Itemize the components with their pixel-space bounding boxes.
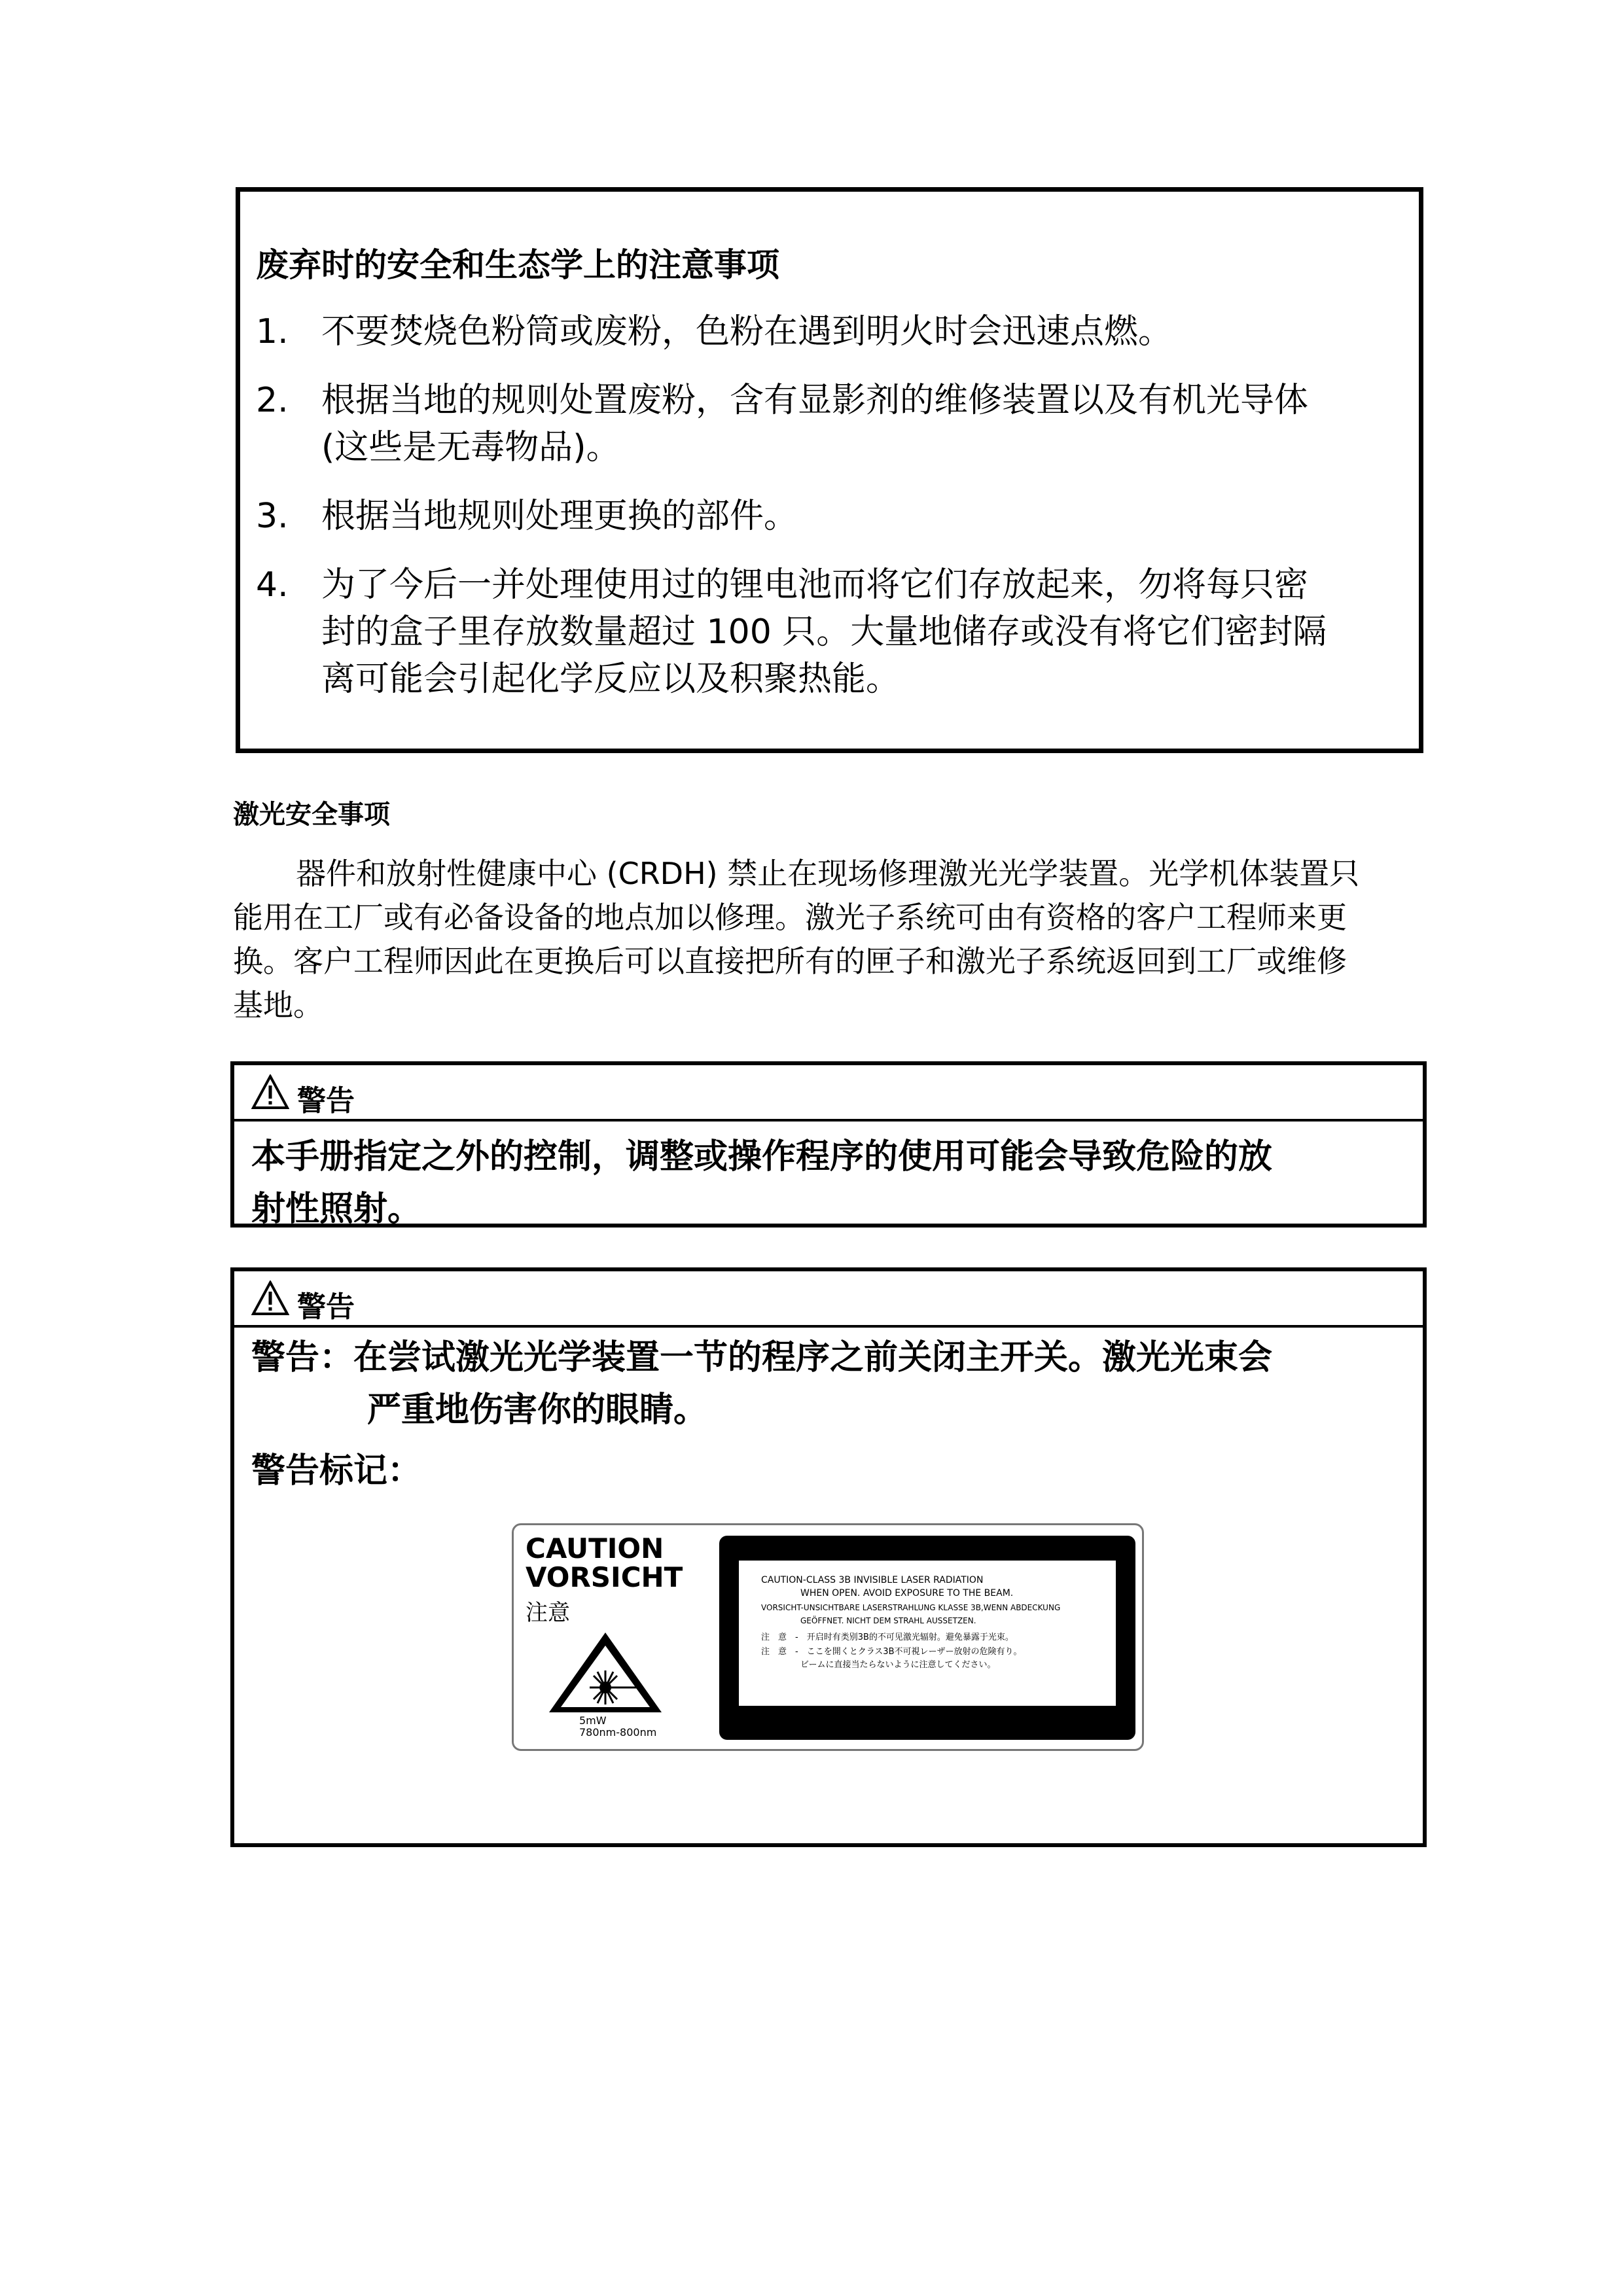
warning-triangle-icon xyxy=(251,1074,289,1110)
paragraph-line: 基地。 xyxy=(233,987,323,1023)
item-line: 根据当地的规则处置废粉，含有显影剂的维修装置以及有机光导体 xyxy=(321,381,1309,420)
item-line: 离可能会引起化学反应以及积聚热能。 xyxy=(321,660,901,699)
warning-header xyxy=(234,1065,1423,1122)
laser-caution-label xyxy=(512,1523,1144,1751)
laser-hazard-icon xyxy=(546,1630,664,1715)
warning-box-1 xyxy=(230,1061,1427,1227)
warning-text xyxy=(251,1332,1272,1436)
label-caution-text xyxy=(526,1534,683,1592)
disposal-item-4 xyxy=(256,561,1327,699)
panel-line: 注 意 - 开启时有类别3B的不可见激光辐射。避免暴露于光束。 xyxy=(761,1633,1014,1642)
warning-label: 警告 xyxy=(297,1084,355,1118)
warning-text xyxy=(251,1131,1272,1235)
disposal-item-2 xyxy=(256,377,1309,467)
label-power-spec xyxy=(579,1715,656,1739)
panel-line: GEÖFFNET. NICHT DEM STRAHL AUSSETZEN. xyxy=(800,1616,976,1625)
warning-line: 警告：在尝试激光光学装置一节的程序之前关闭主开关。激光光束会 xyxy=(251,1337,1273,1377)
warning-marks-title: 警告标记： xyxy=(251,1451,422,1491)
caution-word: CAUTION xyxy=(526,1532,664,1564)
warning-label: 警告 xyxy=(297,1290,355,1324)
paragraph-line: 器件和放射性健康中心 (CRDH) 禁止在现场修理激光光学装置。光学机体装置只 xyxy=(296,856,1360,891)
item-number: 3. xyxy=(256,497,289,536)
paragraph-line: 能用在工厂或有必备设备的地点加以修理。激光子系统可由有资格的客户工程师来更 xyxy=(233,900,1347,935)
disposal-title: 废弃时的安全和生态学上的注意事项 xyxy=(256,245,779,284)
wavelength-text: 780nm-800nm xyxy=(579,1726,657,1739)
label-warning-panel-text xyxy=(739,1561,1116,1706)
item-line: 根据当地规则处理更换的部件。 xyxy=(321,497,798,536)
warning-line: 严重地伤害你的眼睛。 xyxy=(367,1390,708,1430)
disposal-item-1 xyxy=(256,308,1173,355)
disposal-safety-box xyxy=(236,187,1423,753)
paragraph-line: 换。客户工程师因此在更换后可以直接把所有的匣子和激光子系统返回到工厂或维修 xyxy=(233,944,1347,979)
warning-line: 射性照射。 xyxy=(251,1189,422,1229)
disposal-item-3 xyxy=(256,493,798,540)
laser-safety-paragraph xyxy=(233,852,1359,1027)
warning-triangle-icon xyxy=(251,1280,289,1316)
panel-line: ビームに直接当たらないように注意してください。 xyxy=(800,1660,996,1670)
label-zhuyi: 注意 xyxy=(526,1600,570,1626)
warning-line: 本手册指定之外的控制，调整或操作程序的使用可能会导致危险的放 xyxy=(251,1137,1273,1176)
item-line: 不要焚烧色粉筒或废粉，色粉在遇到明火时会迅速点燃。 xyxy=(321,312,1173,351)
power-text: 5mW xyxy=(579,1714,607,1727)
warning-header xyxy=(234,1271,1423,1328)
panel-line: WHEN OPEN. AVOID EXPOSURE TO THE BEAM. xyxy=(800,1588,1014,1598)
item-line: (这些是无毒物品)。 xyxy=(321,428,620,467)
item-line: 封的盒子里存放数量超过 100 只。大量地储存或没有将它们密封隔 xyxy=(321,612,1327,652)
laser-safety-heading: 激光安全事项 xyxy=(233,799,390,830)
item-number: 2. xyxy=(256,381,289,420)
item-number: 4. xyxy=(256,565,289,605)
panel-line: CAUTION-CLASS 3B INVISIBLE LASER RADIATION xyxy=(761,1575,984,1585)
label-warning-panel xyxy=(719,1536,1135,1740)
panel-line: VORSICHT-UNSICHTBARE LASERSTRAHLUNG KLASSE 3B,WENN ABDECKUNG xyxy=(761,1603,1061,1612)
panel-line: 注 意 - ここを開くとクラス3B不可視レーザー放射の危険有り。 xyxy=(761,1647,1022,1657)
vorsicht-word: VORSICHT xyxy=(526,1561,683,1593)
item-number: 1. xyxy=(256,312,289,351)
item-line: 为了今后一并处理使用过的锂电池而将它们存放起来，勿将每只密 xyxy=(321,565,1309,605)
